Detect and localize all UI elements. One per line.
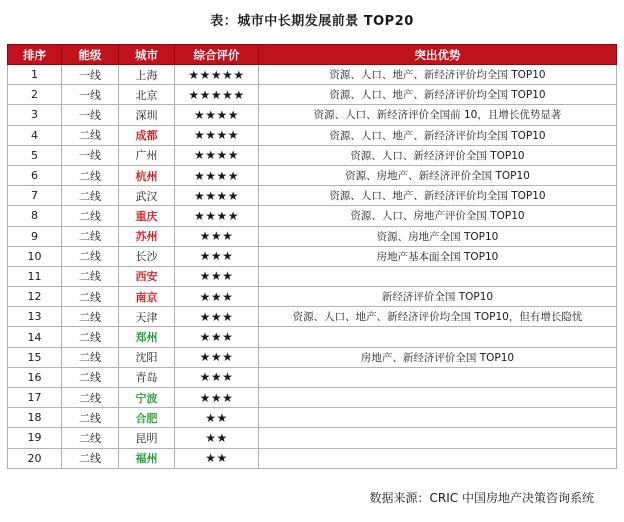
rating-stars: ★★★★★ — [175, 65, 259, 85]
table-row — [8, 428, 617, 448]
advantage-cell: 资源、房地产全国 TOP10 — [259, 226, 617, 246]
rank-cell: 5 — [8, 145, 62, 165]
rating-stars: ★★ — [175, 448, 259, 468]
header-tier: 能级 — [62, 45, 119, 65]
ranking-table — [7, 44, 617, 469]
city-cell: 杭州 — [119, 165, 175, 185]
table-row — [8, 165, 617, 185]
advantage-cell: 资源、人口、地产、新经济评价均全国 TOP10 — [259, 186, 617, 206]
tier-cell: 二线 — [62, 408, 119, 428]
rating-stars: ★★★ — [175, 287, 259, 307]
table-row — [8, 408, 617, 428]
advantage-cell: 资源、房地产、新经济评价全国 TOP10 — [259, 165, 617, 185]
rating-stars: ★★★★ — [175, 206, 259, 226]
table-row — [8, 65, 617, 85]
advantage-cell — [259, 428, 617, 448]
rank-cell: 1 — [8, 65, 62, 85]
table-row — [8, 347, 617, 367]
rating-stars: ★★ — [175, 428, 259, 448]
tier-cell: 二线 — [62, 266, 119, 286]
table-title: 表：城市中长期发展前景 TOP20 — [210, 14, 414, 29]
advantage-cell — [259, 266, 617, 286]
header-row — [8, 45, 617, 65]
advantage-cell — [259, 408, 617, 428]
advantage-cell: 资源、人口、房地产评价全国 TOP10 — [259, 206, 617, 226]
header-advantage: 突出优势 — [259, 45, 617, 65]
city-cell: 福州 — [119, 448, 175, 468]
rank-cell: 11 — [8, 266, 62, 286]
rank-cell: 18 — [8, 408, 62, 428]
rating-stars: ★★★ — [175, 327, 259, 347]
table-row — [8, 186, 617, 206]
advantage-cell: 资源、人口、地产、新经济评价均全国 TOP10 — [259, 65, 617, 85]
advantage-cell — [259, 388, 617, 408]
table-row — [8, 85, 617, 105]
tier-cell: 一线 — [62, 85, 119, 105]
table-row — [8, 125, 617, 145]
tier-cell: 二线 — [62, 125, 119, 145]
advantage-cell: 资源、人口、地产、新经济评价均全国 TOP10 — [259, 85, 617, 105]
city-cell: 重庆 — [119, 206, 175, 226]
rating-stars: ★★★ — [175, 347, 259, 367]
rank-cell: 9 — [8, 226, 62, 246]
rank-cell: 3 — [8, 105, 62, 125]
city-cell: 深圳 — [119, 105, 175, 125]
tier-cell: 二线 — [62, 327, 119, 347]
tier-cell: 一线 — [62, 65, 119, 85]
rating-stars: ★★★ — [175, 307, 259, 327]
table-row — [8, 105, 617, 125]
rank-cell: 13 — [8, 307, 62, 327]
city-cell: 宁波 — [119, 388, 175, 408]
advantage-cell — [259, 327, 617, 347]
rank-cell: 16 — [8, 367, 62, 387]
data-source-note: 数据来源：CRIC 中国房地产决策咨询系统 — [369, 491, 594, 505]
advantage-cell: 资源、人口、地产、新经济评价均全国 TOP10，但有增长隐忧 — [259, 307, 617, 327]
rating-stars: ★★★ — [175, 367, 259, 387]
rating-stars: ★★★★★ — [175, 85, 259, 105]
city-cell: 西安 — [119, 266, 175, 286]
table-body — [8, 65, 617, 469]
rating-stars: ★★★★ — [175, 105, 259, 125]
city-cell: 上海 — [119, 65, 175, 85]
table-row — [8, 307, 617, 327]
city-cell: 广州 — [119, 145, 175, 165]
tier-cell: 二线 — [62, 367, 119, 387]
tier-cell: 二线 — [62, 388, 119, 408]
rating-stars: ★★★ — [175, 246, 259, 266]
city-cell: 北京 — [119, 85, 175, 105]
advantage-cell — [259, 367, 617, 387]
rating-stars: ★★ — [175, 408, 259, 428]
tier-cell: 二线 — [62, 186, 119, 206]
rank-cell: 12 — [8, 287, 62, 307]
tier-cell: 二线 — [62, 307, 119, 327]
city-cell: 沈阳 — [119, 347, 175, 367]
city-cell: 郑州 — [119, 327, 175, 347]
advantage-cell — [259, 448, 617, 468]
table-row — [8, 287, 617, 307]
rank-cell: 14 — [8, 327, 62, 347]
advantage-cell: 房地产基本面全国 TOP10 — [259, 246, 617, 266]
tier-cell: 一线 — [62, 145, 119, 165]
rating-stars: ★★★ — [175, 266, 259, 286]
advantage-cell: 资源、人口、地产、新经济评价均全国 TOP10 — [259, 125, 617, 145]
city-cell: 昆明 — [119, 428, 175, 448]
tier-cell: 二线 — [62, 165, 119, 185]
tier-cell: 二线 — [62, 448, 119, 468]
rating-stars: ★★★★ — [175, 145, 259, 165]
tier-cell: 一线 — [62, 105, 119, 125]
advantage-cell: 资源、人口、新经济评价全国前 10，且增长优势显著 — [259, 105, 617, 125]
city-cell: 青岛 — [119, 367, 175, 387]
table-row — [8, 206, 617, 226]
rank-cell: 6 — [8, 165, 62, 185]
rating-stars: ★★★★ — [175, 165, 259, 185]
advantage-cell: 资源、人口、新经济评价全国 TOP10 — [259, 145, 617, 165]
city-cell: 天津 — [119, 307, 175, 327]
rank-cell: 4 — [8, 125, 62, 145]
advantage-cell: 房地产、新经济评价全国 TOP10 — [259, 347, 617, 367]
rank-cell: 10 — [8, 246, 62, 266]
header-rating: 综合评价 — [175, 45, 259, 65]
rank-cell: 15 — [8, 347, 62, 367]
city-cell: 南京 — [119, 287, 175, 307]
table-row — [8, 246, 617, 266]
rating-stars: ★★★★ — [175, 186, 259, 206]
table-row — [8, 145, 617, 165]
tier-cell: 二线 — [62, 206, 119, 226]
table-row — [8, 226, 617, 246]
table-row — [8, 266, 617, 286]
rank-cell: 2 — [8, 85, 62, 105]
advantage-cell: 新经济评价全国 TOP10 — [259, 287, 617, 307]
tier-cell: 二线 — [62, 428, 119, 448]
table-row — [8, 388, 617, 408]
tier-cell: 二线 — [62, 246, 119, 266]
table-row — [8, 448, 617, 468]
city-cell: 长沙 — [119, 246, 175, 266]
rating-stars: ★★★ — [175, 226, 259, 246]
tier-cell: 二线 — [62, 287, 119, 307]
rank-cell: 20 — [8, 448, 62, 468]
tier-cell: 二线 — [62, 347, 119, 367]
city-cell: 合肥 — [119, 408, 175, 428]
rank-cell: 19 — [8, 428, 62, 448]
city-cell: 成都 — [119, 125, 175, 145]
rank-cell: 17 — [8, 388, 62, 408]
table-row — [8, 367, 617, 387]
rating-stars: ★★★ — [175, 388, 259, 408]
table-row — [8, 327, 617, 347]
city-cell: 武汉 — [119, 186, 175, 206]
tier-cell: 二线 — [62, 226, 119, 246]
rating-stars: ★★★★ — [175, 125, 259, 145]
city-cell: 苏州 — [119, 226, 175, 246]
rank-cell: 8 — [8, 206, 62, 226]
header-city: 城市 — [119, 45, 175, 65]
rank-cell: 7 — [8, 186, 62, 206]
header-rank: 排序 — [8, 45, 62, 65]
